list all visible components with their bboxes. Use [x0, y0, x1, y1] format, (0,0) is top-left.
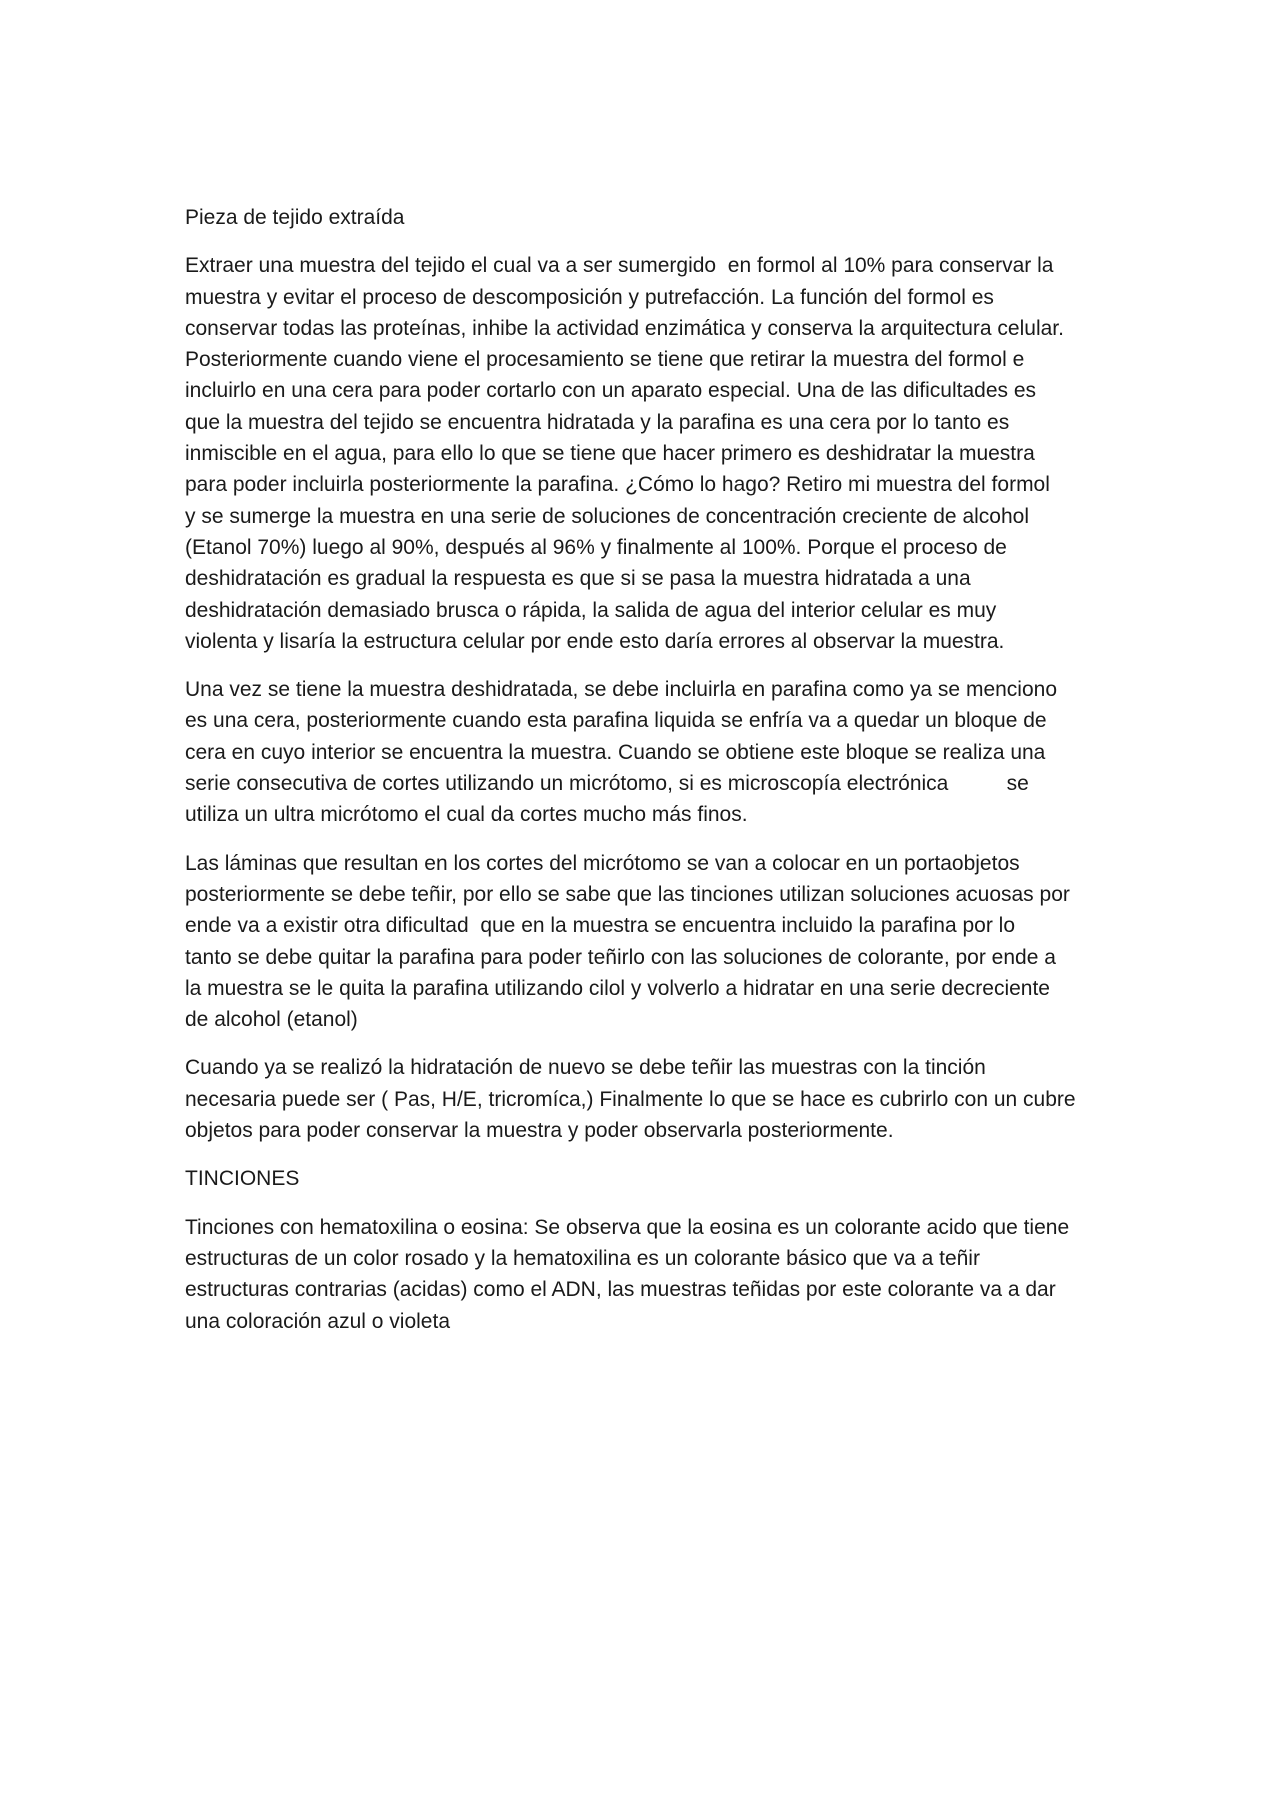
- heading-tissue: [185, 202, 1105, 233]
- text-line: serie consecutiva de cortes utilizando un micrótomo, si es microscopía electrónica se: [185, 772, 1029, 796]
- text-line: Una vez se tiene la muestra deshidratada, se debe incluirla en parafina como ya se menciono: [185, 678, 1058, 702]
- text-line: violenta y lisaría la estructura celular por ende esto daría errores al observar la muestra.: [185, 629, 1005, 653]
- text-line: estructuras contrarias (acidas) como el ADN, las muestras teñidas por este colorante va a dar: [185, 1278, 1056, 1302]
- text-line: incluirlo en una cera para poder cortarlo con un aparato especial. Una de las dificultades es: [185, 379, 1037, 403]
- text-line: deshidratación es gradual la respuesta es que si se pasa la muestra hidratada a una: [185, 567, 971, 591]
- text-line: estructuras de un color rosado y la hematoxilina es un colorante básico que va a teñir: [185, 1246, 980, 1270]
- text-line: una coloración azul o violeta: [185, 1309, 451, 1333]
- document-body: [185, 202, 1105, 1354]
- text-line: Posteriormente cuando viene el procesamiento se tiene que retirar la muestra del formol e: [185, 348, 1025, 372]
- text-line: (Etanol 70%) luego al 90%, después al 96% y finalmente al 100%. Porque el proceso de: [185, 535, 1007, 559]
- paragraph-staining: [185, 1052, 1105, 1146]
- text-line: y se sumerge la muestra en una serie de soluciones de concentración creciente de alcohol: [185, 504, 1029, 528]
- text-line: muestra y evitar el proceso de descomposición y putrefacción. La función del formol es: [185, 285, 994, 309]
- text-line: necesaria puede ser ( Pas, H/E, tricromíca,) Finalmente lo que se hace es cubrirlo con un cubre: [185, 1087, 1076, 1111]
- text-line: deshidratación demasiado brusca o rápida, la salida de agua del interior celular es muy: [185, 598, 997, 622]
- text-line: Tinciones con hematoxilina o eosina: Se observa que la eosina es un colorante acido que tiene: [185, 1215, 1070, 1239]
- text-line: para poder incluirla posteriormente la parafina. ¿Cómo lo hago? Retiro mi muestra del formol: [185, 473, 1050, 497]
- text-line: objetos para poder conservar la muestra y poder observarla posteriormente.: [185, 1119, 894, 1143]
- text-line: Pieza de tejido extraída: [185, 206, 405, 229]
- text-line: la muestra se le quita la parafina utilizando cilol y volverlo a hidratar en una serie decreciente: [185, 976, 1050, 1000]
- text-line: de alcohol (etanol): [185, 1008, 358, 1032]
- text-line: Cuando ya se realizó la hidratación de nuevo se debe teñir las muestras con la tinción: [185, 1056, 986, 1080]
- heading-tinciones: [185, 1163, 1105, 1194]
- paragraph-hematoxylin: [185, 1212, 1105, 1337]
- paragraph-embedding: [185, 674, 1105, 830]
- text-line: Extraer una muestra del tejido el cual va a ser sumergido en formol al 10% para conservar la: [185, 254, 1054, 278]
- text-line: cera en cuyo interior se encuentra la muestra. Cuando se obtiene este bloque se realiza una: [185, 740, 1046, 764]
- text-line: utiliza un ultra micrótomo el cual da cortes mucho más finos.: [185, 803, 748, 827]
- text-line: posteriormente se debe teñir, por ello se sabe que las tinciones utilizan soluciones acuosas por: [185, 882, 1070, 906]
- text-line: es una cera, posteriormente cuando esta parafina liquida se enfría va a quedar un bloque de: [185, 709, 1047, 733]
- paragraph-sections: [185, 848, 1105, 1036]
- text-line: TINCIONES: [185, 1167, 300, 1191]
- text-line: inmiscible en el agua, para ello lo que se tiene que hacer primero es deshidratar la muestra: [185, 442, 1035, 466]
- paragraph-fixation: [185, 250, 1105, 657]
- text-line: que la muestra del tejido se encuentra hidratada y la parafina es una cera por lo tanto es: [185, 410, 1010, 434]
- text-line: ende va a existir otra dificultad que en la muestra se encuentra incluido la parafina por lo: [185, 914, 1015, 938]
- text-line: tanto se debe quitar la parafina para poder teñirlo con las soluciones de colorante, por ende a: [185, 945, 1056, 969]
- text-line: Las láminas que resultan en los cortes del micrótomo se van a colocar en un portaobjetos: [185, 851, 1020, 875]
- text-line: conservar todas las proteínas, inhibe la actividad enzimática y conserva la arquitectura celular.: [185, 316, 1064, 340]
